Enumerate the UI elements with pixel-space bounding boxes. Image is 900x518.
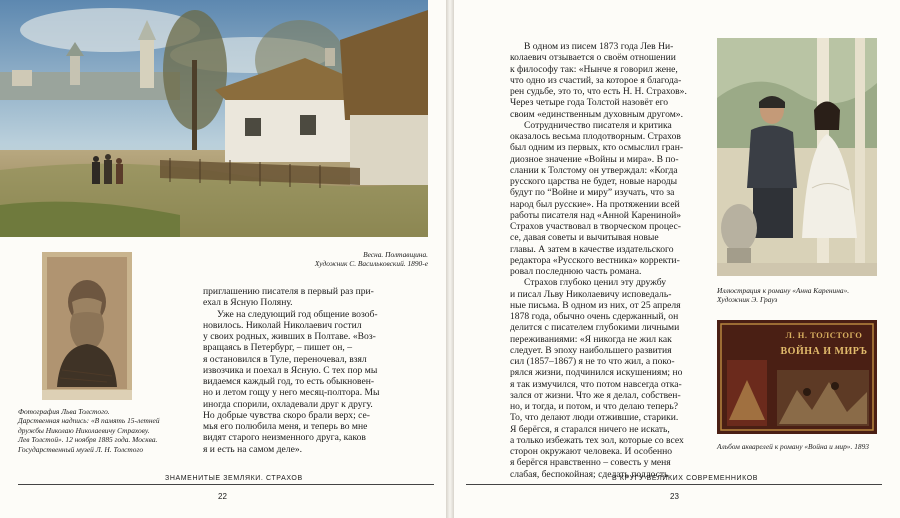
album-cover-author: Л. Н. ТОЛСТОГО	[785, 330, 863, 340]
photo-caption-line: Лев Толстой». 12 ноября 1885 года. Москва.	[18, 435, 158, 445]
body-line: видят старого неизменного друга, каков	[203, 432, 366, 444]
body-line: Страхов глубоко ценил эту дружбу	[524, 277, 667, 289]
body-line: слании к Толстому он утверждал: «Когда	[510, 164, 678, 176]
footer-section-title: В КРУГУ ВЕЛИКИХ СОВРЕМЕННИКОВ	[612, 475, 759, 482]
photo-caption-line: Фотография Льва Толстого.	[18, 407, 110, 416]
body-line: Уже на следующий год общение возоб-	[217, 308, 378, 320]
body-line: приглашению писателя в первый раз при-	[203, 286, 374, 297]
illustration-caption	[717, 286, 892, 305]
body-line: видаемся каждый год, то есть обыкновен-	[203, 376, 375, 387]
photo-caption-line: дружбы Николаю Николаевичу Страхову.	[18, 425, 150, 435]
photo-caption	[18, 407, 213, 454]
body-line: ные письма. В одном из них, от 25 апреля	[510, 299, 681, 311]
body-line: иногда спорили, охладевали друг к другу.	[203, 398, 373, 410]
body-line: работы писателя над «Анной Карениной»	[510, 209, 682, 221]
illustration-caption-line: Художник Э. Грауз	[717, 295, 778, 305]
body-line: вращаясь в Петербург, – пишет он, –	[203, 342, 353, 354]
body-line: делится с писателем глубокими личными	[510, 322, 680, 334]
body-line: В одном из писем 1873 года Лев Ни-	[524, 41, 674, 52]
body-line: рялся жизни, подчинился искушениям; но	[510, 367, 683, 379]
footer-section-title: ЗНАМЕНИТЫЕ ЗЕМЛЯКИ. СТРАХОВ	[165, 475, 303, 482]
body-line: переживаниями: «Я никогда не жил как	[510, 333, 672, 345]
body-line: зался от жизни. Что же я делал, собствен-	[510, 389, 681, 401]
left-body-text	[203, 286, 429, 455]
body-line: сторон окружают человека. И особенно	[510, 446, 673, 457]
body-line: главы. А затем в качестве издательского	[510, 243, 674, 255]
painting-caption	[270, 250, 428, 269]
body-line: мья его полюбила меня, и теперь во мне	[203, 421, 368, 432]
right-page	[454, 0, 900, 518]
body-line: я так измучился, что потом навсегда отка-	[510, 378, 682, 390]
body-line: сил (1857–1867) я не то что жил, а поко-	[510, 356, 675, 367]
body-line: То, что делают люди отжившие, старики.	[510, 412, 679, 424]
body-line: будут по “Войне и миру” изучать, что за	[510, 187, 675, 199]
right-body-text	[510, 41, 718, 480]
tolstoy-photograph	[42, 252, 132, 400]
body-line: своим «единственным духовным другом».	[510, 108, 683, 120]
footer-rule	[18, 484, 434, 485]
body-line: а только избежать тех зол, которые со всех	[510, 434, 684, 446]
war-and-peace-album-cover	[717, 320, 877, 434]
body-line: русского царства не будет, новые народы	[510, 176, 678, 187]
body-line: се, давая советы и вычитывая новые	[510, 232, 659, 244]
body-line: но, и тогда, и потом, и что делаю теперь?	[510, 401, 679, 412]
album-cover-title: ВОЙНА И МИРЪ	[780, 346, 868, 357]
body-line: колаевич отзывается о своём отношении	[510, 52, 676, 64]
page-number: 22	[218, 492, 227, 501]
body-line: Страхов участвовал в творческом процес-	[510, 221, 681, 232]
body-line: новилось. Николай Николаевич гостил	[203, 319, 362, 331]
body-line: но и летом гощу у него месяц-полтора. Мы	[203, 387, 380, 399]
album-caption: Альбом акварелей к роману «Война и мир». 1893	[717, 442, 869, 451]
spring-poltava-painting	[0, 0, 428, 237]
body-line: ехал в Ясную Поляну.	[203, 297, 293, 309]
body-line: что одно из счастий, за которое я благода-	[510, 74, 682, 86]
body-line: рен судьбе, это то, что есть Н. Н. Страхов».	[510, 86, 687, 97]
anna-karenina-illustration	[717, 38, 877, 276]
body-line: оказалось весьма плодотворным. Страхов	[510, 131, 681, 142]
illustration-caption-line: Иллюстрация к роману «Анна Каренина».	[717, 286, 850, 295]
body-line: извозчика и поехал в Ясную. С тех пор мы	[203, 364, 378, 376]
body-line: 1878 года, обычно очень сдержанный, он	[510, 311, 679, 322]
body-line: я и есть на самом деле».	[203, 443, 303, 455]
body-line: Через четыре года Толстой назовёт его	[510, 97, 669, 109]
body-line: и писал Льву Николаевичу исповедаль-	[510, 288, 672, 300]
body-line: я берёгся нравственно – совесть у меня	[510, 457, 671, 469]
page-number: 23	[670, 492, 679, 501]
body-line: я остановился в Туле, переночевал, взял	[203, 353, 367, 365]
photo-caption-line: Дарственная надпись: «В память 15-летней	[18, 416, 160, 426]
left-page	[0, 0, 446, 518]
footer-rule	[466, 484, 882, 485]
body-line: Сотрудничество писателя и критика	[524, 119, 672, 131]
painting-caption-artist: Художник С. Васильковский. 1890-е	[314, 259, 428, 269]
body-line: слабая, беспокойная; сделать подлость	[510, 468, 669, 480]
body-line: ровал последнюю часть романа.	[510, 266, 642, 277]
body-line: к философу так: «Нынче я говорил жене,	[510, 63, 678, 75]
body-line: диозное значение «Войны и мира». В по-	[510, 153, 679, 165]
book-gutter	[446, 0, 454, 518]
body-line: был одним из первых, кто осмыслил гран-	[510, 142, 684, 154]
body-line: у своих родных, живших в Полтаве. «Воз-	[203, 331, 376, 342]
body-line: народ был русские». На протяжении всей	[510, 198, 680, 210]
body-line: Но добрые чувства скоро брали верх; се-	[203, 409, 370, 421]
photo-caption-line: Государственный музей Л. Н. Толстого	[18, 444, 144, 454]
body-line: Я берёгся, я старался ничего не искать,	[510, 423, 670, 435]
body-line: редактора «Русского вестника» корректи-	[510, 254, 680, 266]
painting-caption-title: Весна. Полтавщина.	[363, 250, 428, 259]
body-line: следует. В эпоху наибольшего развития	[510, 344, 672, 356]
